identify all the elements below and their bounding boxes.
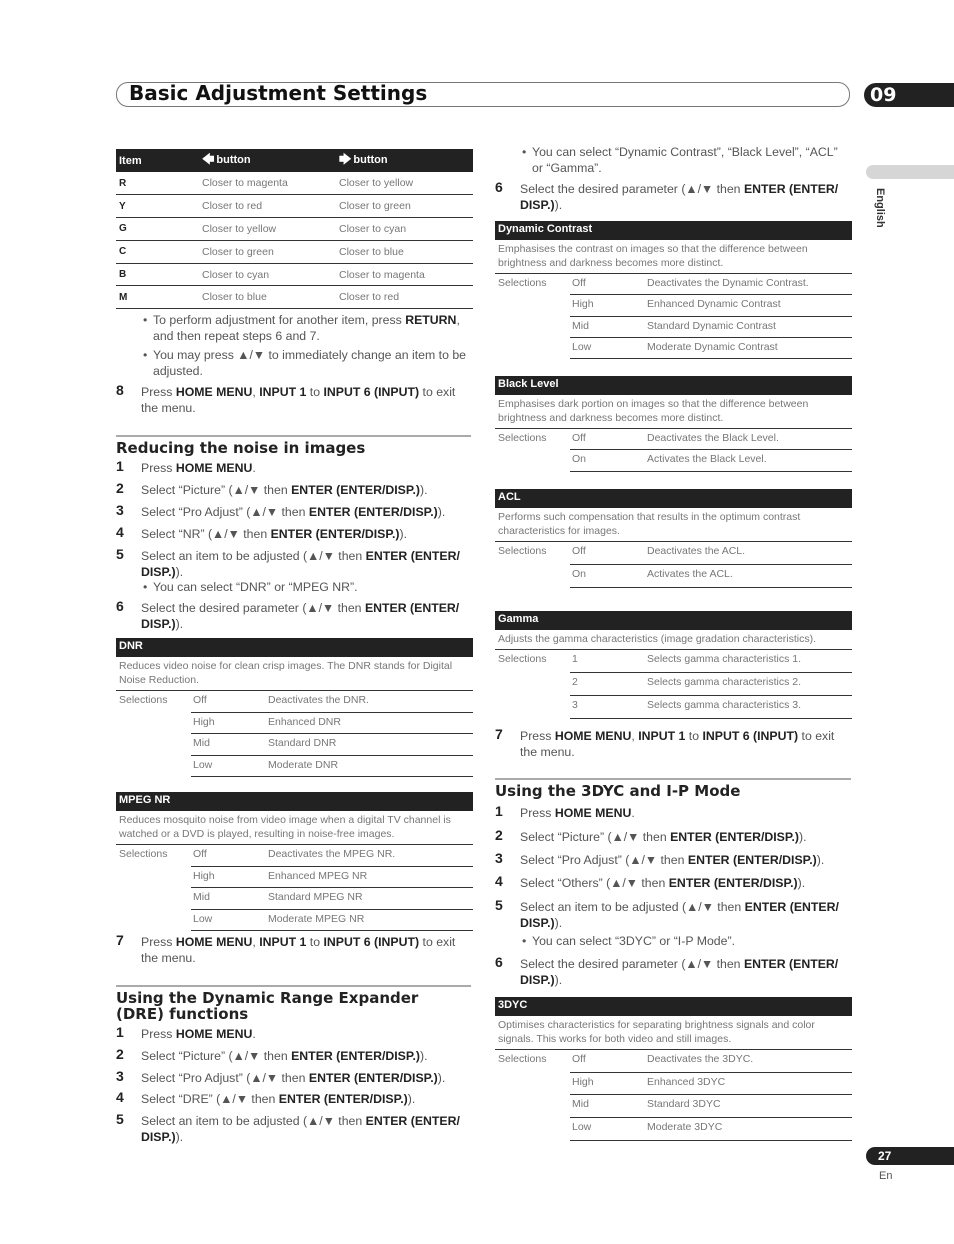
color-cell: G	[116, 218, 199, 241]
selection-row	[570, 295, 852, 316]
box-title: DNR	[116, 638, 473, 657]
option-desc: Standard Dynamic Contrast	[647, 319, 776, 332]
selection-row	[570, 450, 852, 471]
option-desc: Standard 3DYC	[647, 1098, 721, 1111]
note-change-item: • You may press ▲/▼ to immediately change an item to be adjusted.	[153, 348, 471, 379]
selection-row	[191, 867, 473, 889]
box-title: Dynamic Contrast	[495, 221, 852, 240]
option-desc: Enhanced DNR	[268, 715, 341, 728]
option-desc: Deactivates the ACL.	[647, 545, 746, 557]
option-value: Off	[572, 432, 586, 444]
step-8: 8 Press HOME MENU, INPUT 1 to INPUT 6 (INPUT) to exit the menu.	[116, 382, 456, 415]
arrow-left-icon: 🡄	[202, 152, 215, 166]
color-cell: R	[116, 172, 199, 195]
noise-step-7: 7 Press HOME MENU, INPUT 1 to INPUT 6 (INPUT) to exit the menu.	[116, 932, 456, 965]
note-dre-items: • You can select “Dynamic Contrast”, “Black Level”, “ACL” or “Gamma”.	[532, 145, 852, 176]
box-title: Gamma	[495, 611, 852, 630]
step-6: 6 Select the desired parameter (▲/▼ then ENTER (ENTER/ DISP.)).	[495, 954, 839, 987]
col-item: Item	[116, 149, 199, 172]
option-desc: Deactivates the 3DYC.	[647, 1053, 754, 1065]
color-row	[116, 263, 473, 286]
option-desc: Deactivates the Black Level.	[647, 432, 779, 444]
arrow-right-icon: 🡆	[339, 152, 352, 166]
mpeg-nr-box	[116, 792, 473, 931]
heading-noise: Reducing the noise in images	[116, 435, 471, 456]
option-value: Off	[572, 545, 586, 557]
option-value: Off	[193, 848, 207, 860]
option-value: High	[193, 715, 215, 728]
box-description: Emphasises dark portion on images so that the difference between brightness and darkness becomes more distinct.	[495, 395, 852, 429]
color-cell: Closer to blue	[199, 286, 336, 309]
selection-row	[191, 734, 473, 756]
option-value: On	[572, 453, 587, 466]
color-cell: Closer to yellow	[336, 172, 473, 195]
chapter-number: 09	[864, 83, 954, 107]
option-value: Off	[572, 277, 586, 289]
option-value: Mid	[572, 319, 589, 332]
selections-label: Selections	[498, 545, 547, 557]
option-value: Low	[572, 340, 592, 353]
page-language: En	[879, 1170, 893, 1182]
color-cell: Closer to cyan	[336, 218, 473, 241]
color-cell: Closer to green	[336, 195, 473, 218]
step-5: 5 Select an item to be adjusted (▲/▼ then ENTER (ENTER/ DISP.)).	[495, 897, 839, 930]
color-cell: C	[116, 240, 199, 263]
selection-row	[570, 274, 852, 295]
box-description: Reduces mosquito noise from video image when a digital TV channel is watched or a DVD is played, resulting in noise-free images.	[116, 811, 473, 845]
step-2: 2 Select “Picture” (▲/▼ then ENTER (ENTER/DISP.)).	[495, 827, 807, 844]
option-desc: Enhanced 3DYC	[647, 1075, 726, 1088]
option-value: High	[572, 1075, 594, 1088]
step-4: 4 Select “NR” (▲/▼ then ENTER (ENTER/DISP.)).	[116, 524, 408, 541]
option-desc: Moderate DNR	[268, 758, 339, 771]
option-desc: Deactivates the DNR.	[268, 694, 369, 706]
option-desc: Selects gamma characteristics 1.	[647, 653, 802, 665]
dynamic-contrast-box	[495, 221, 852, 359]
color-cell: Closer to blue	[336, 240, 473, 263]
black-level-box	[495, 376, 852, 472]
color-cell: B	[116, 263, 199, 286]
color-row	[116, 172, 473, 195]
language-label: English	[874, 188, 886, 228]
color-row	[116, 240, 473, 263]
selection-row	[570, 317, 852, 338]
selections-label: Selections	[119, 694, 168, 706]
step-note: • You can select “DNR” or “MPEG NR”.	[153, 580, 471, 596]
selections-label: Selections	[119, 848, 168, 860]
color-cell: Closer to magenta	[336, 263, 473, 286]
option-value: 1	[572, 653, 578, 665]
selection-row	[570, 338, 852, 359]
acl-box	[495, 489, 852, 588]
option-value: Off	[193, 694, 207, 706]
selection-row	[570, 565, 852, 588]
selection-row	[191, 691, 473, 713]
option-desc: Moderate Dynamic Contrast	[647, 340, 778, 353]
heading-dre: Using the Dynamic Range Expander (DRE) functions	[116, 985, 471, 1022]
step-3: 3 Select “Pro Adjust” (▲/▼ then ENTER (ENTER/DISP.)).	[116, 1068, 446, 1085]
step-1: 1 Press HOME MENU.	[495, 803, 635, 820]
box-description: Performs such compensation that results in the optimum contrast characteristics for images.	[495, 508, 852, 542]
selection-row	[191, 910, 473, 932]
option-desc: Standard DNR	[268, 737, 337, 749]
step-4: 4 Select “Others” (▲/▼ then ENTER (ENTER/DISP.)).	[495, 873, 806, 890]
dre-step-6: 6 Select the desired parameter (▲/▼ then ENTER (ENTER/ DISP.)).	[495, 179, 839, 212]
step-5: 5 Select an item to be adjusted (▲/▼ then ENTER (ENTER/ DISP.)).	[116, 546, 460, 579]
box-title: ACL	[495, 489, 852, 508]
selections-label: Selections	[498, 432, 547, 444]
option-value: 3	[572, 699, 578, 711]
selection-row	[570, 673, 852, 696]
selection-row	[191, 713, 473, 735]
gamma-box	[495, 611, 852, 719]
3dyc-box	[495, 997, 852, 1141]
selection-row	[570, 1050, 852, 1073]
color-adjust-table	[116, 149, 473, 309]
note-return: • To perform adjustment for another item, press RETURN, and then repeat steps 6 and 7.	[153, 313, 471, 344]
selection-row	[570, 542, 852, 565]
selections-label: Selections	[498, 1053, 547, 1065]
page-title: Basic Adjustment Settings	[129, 81, 428, 105]
dnr-box	[116, 638, 473, 777]
color-cell: Closer to yellow	[199, 218, 336, 241]
option-value: On	[572, 568, 587, 580]
option-value: Low	[572, 1121, 592, 1134]
step-4: 4 Select “DRE” (▲/▼ then ENTER (ENTER/DISP.)).	[116, 1089, 416, 1106]
box-title: 3DYC	[495, 997, 852, 1016]
option-desc: Deactivates the Dynamic Contrast.	[647, 277, 809, 289]
language-tab	[866, 165, 954, 179]
selection-row	[191, 845, 473, 867]
color-cell: Y	[116, 195, 199, 218]
color-cell: Closer to green	[199, 240, 336, 263]
step-1: 1 Press HOME MENU.	[116, 1024, 256, 1041]
selections-label: Selections	[498, 653, 547, 665]
color-cell: Closer to magenta	[199, 172, 336, 195]
option-desc: Moderate MPEG NR	[268, 912, 365, 925]
box-description: Adjusts the gamma characteristics (image gradation characteristics).	[495, 630, 852, 650]
col-right-button: 🡆 button	[336, 149, 473, 172]
step-2: 2 Select “Picture” (▲/▼ then ENTER (ENTER/DISP.)).	[116, 480, 428, 497]
color-cell: Closer to red	[336, 286, 473, 309]
option-value: High	[572, 298, 594, 311]
step-3: 3 Select “Pro Adjust” (▲/▼ then ENTER (ENTER/DISP.)).	[116, 502, 446, 519]
option-desc: Activates the ACL.	[647, 568, 733, 580]
option-desc: Deactivates the MPEG NR.	[268, 848, 396, 860]
selection-row	[570, 429, 852, 450]
box-title: Black Level	[495, 376, 852, 395]
selection-row	[570, 696, 852, 719]
color-row	[116, 218, 473, 241]
color-row	[116, 286, 473, 309]
step-5: 5 Select an item to be adjusted (▲/▼ then ENTER (ENTER/ DISP.)).	[116, 1111, 460, 1144]
option-desc: Enhanced MPEG NR	[268, 869, 368, 882]
step-note: • You can select “3DYC” or “I-P Mode”.	[532, 934, 852, 950]
option-value: Off	[572, 1053, 586, 1065]
page-title-bar	[116, 82, 850, 107]
box-title: MPEG NR	[116, 792, 473, 811]
color-row	[116, 195, 473, 218]
selection-row	[570, 1073, 852, 1096]
step-3: 3 Select “Pro Adjust” (▲/▼ then ENTER (ENTER/DISP.)).	[495, 850, 825, 867]
color-cell: Closer to red	[199, 195, 336, 218]
box-description: Emphasises the contrast on images so that the difference between brightness and darkness becomes more distinct.	[495, 240, 852, 274]
option-desc: Activates the Black Level.	[647, 453, 767, 466]
option-value: Low	[193, 912, 213, 925]
option-value: Low	[193, 758, 213, 771]
step-6: 6 Select the desired parameter (▲/▼ then ENTER (ENTER/ DISP.)).	[116, 598, 460, 631]
selection-row	[570, 1118, 852, 1141]
option-desc: Selects gamma characteristics 2.	[647, 676, 802, 688]
selection-row	[191, 888, 473, 910]
option-value: Mid	[193, 737, 210, 749]
option-desc: Standard MPEG NR	[268, 891, 363, 903]
dre-step-7: 7 Press HOME MENU, INPUT 1 to INPUT 6 (INPUT) to exit the menu.	[495, 726, 835, 759]
color-cell: M	[116, 286, 199, 309]
step-2: 2 Select “Picture” (▲/▼ then ENTER (ENTER/DISP.)).	[116, 1046, 428, 1063]
selection-row	[191, 756, 473, 778]
color-cell: Closer to cyan	[199, 263, 336, 286]
page-number: 27	[866, 1147, 954, 1165]
option-value: Mid	[193, 891, 210, 903]
col-left-button: 🡄 button	[199, 149, 336, 172]
option-value: Mid	[572, 1098, 589, 1111]
box-description: Reduces video noise for clean crisp images. The DNR stands for Digital Noise Reduction.	[116, 657, 473, 691]
option-desc: Moderate 3DYC	[647, 1121, 723, 1134]
selections-label: Selections	[498, 277, 547, 289]
option-value: High	[193, 869, 215, 882]
option-value: 2	[572, 676, 578, 688]
heading-3dyc: Using the 3DYC and I-P Mode	[495, 778, 851, 799]
box-description: Optimises characteristics for separating brightness signals and color signals. This works for both video and still images.	[495, 1016, 852, 1050]
step-1: 1 Press HOME MENU.	[116, 458, 256, 475]
option-desc: Enhanced Dynamic Contrast	[647, 298, 781, 311]
selection-row	[570, 650, 852, 673]
option-desc: Selects gamma characteristics 3.	[647, 699, 802, 711]
selection-row	[570, 1095, 852, 1118]
